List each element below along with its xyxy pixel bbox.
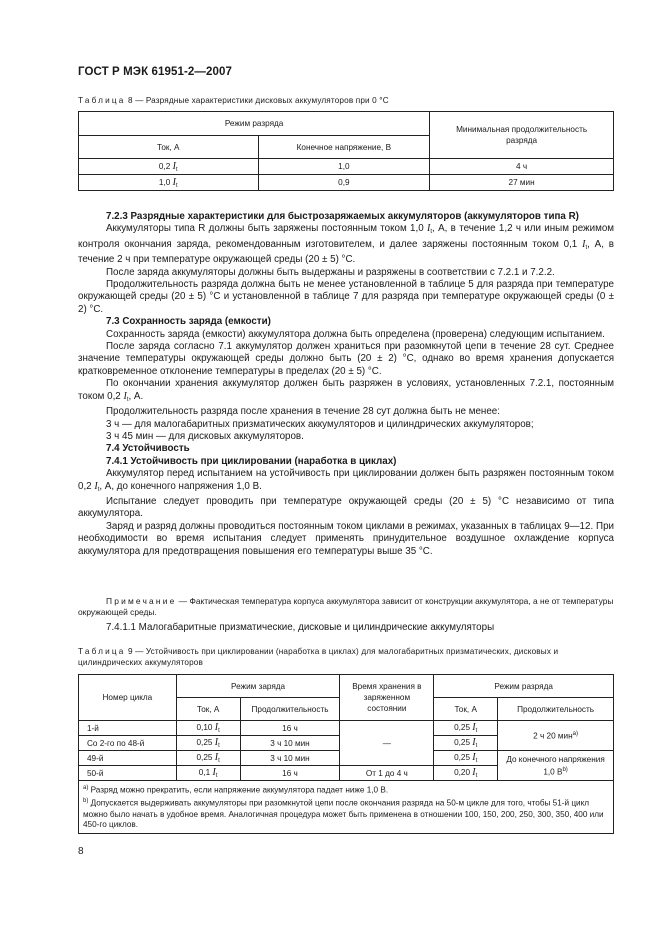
section-7-4-heading: 7.4 Устойчивость — [106, 443, 190, 455]
table9-header-discharge-duration: Продолжительность — [498, 698, 614, 721]
note-label: Примечание — [106, 596, 177, 606]
table9-cell-cycle: 50-й — [79, 766, 177, 781]
table8-cell-current: 0,2 $I_t$ — [79, 159, 259, 175]
footnote-b: $^{b)}$ Допускается выдерживать аккумуляторы при разомкнутой цепи после окончания разряда на 50-м цикле для того, чтобы 51-й цикл можно было начать в удобное время. Аналогичная процедура может быть применена в отношении 100, 150, 200, 250, 300, 350, 400 или 450-го циклов. — [83, 798, 604, 830]
paragraph: Продолжительность разряда должна быть не менее установленной в таблице 5 для разряда при температуре окружающей среды (20 ± 5) °C и установленной в таблице 7 для разряда при температуре окружающей среды (0 ± 2) °C. — [78, 279, 614, 315]
note-text: — Фактическая температура корпуса аккумулятора зависит от конструкции аккумулятора, а не от температуры окружающей среды. — [78, 596, 614, 617]
table9-header-storage: Время хранения в заряженном состоянии — [340, 675, 434, 721]
table9-cell-discharge-current: 0,25 $I_t$ — [434, 736, 498, 751]
paragraph: 3 ч — для малогабаритных призматических аккумуляторов и цилиндрических аккумуляторов; — [106, 418, 534, 430]
table9-header-charge: Режим заряда — [176, 675, 340, 698]
section-7-4-1-heading: 7.4.1 Устойчивость при циклировании (наработка в циклах) — [106, 455, 397, 467]
table-row — [79, 721, 614, 736]
note — [78, 596, 614, 618]
table8-cell-duration: 4 ч — [430, 159, 614, 175]
table9-caption-label: Таблица — [78, 647, 126, 656]
table9-cell-discharge-current: 0,25 $I_t$ — [434, 751, 498, 766]
table9-header-cycle: Номер цикла — [79, 675, 177, 721]
section-7-4-1-1 — [78, 622, 614, 634]
table8-cell-duration: 27 мин — [430, 175, 614, 191]
table8-header-current: Ток, А — [79, 136, 259, 159]
table9-cell-cycle: 1-й — [79, 721, 177, 736]
table9-cell-storage: От 1 до 4 ч — [340, 766, 434, 781]
table-row — [79, 175, 614, 191]
table9-caption — [78, 646, 614, 668]
table9-cell-charge-current: 0,1 $I_t$ — [176, 766, 240, 781]
table9-cell-charge-current: 0,10 $I_t$ — [176, 721, 240, 736]
table8-caption-text: 8 — Разрядные характеристики дисковых аккумуляторов при 0 °C — [125, 96, 389, 105]
paragraph: Сохранность заряда (емкости) аккумулятора должна быть определена (проверена) следующим испытанием. — [106, 328, 605, 340]
table9-header-discharge-current: Ток, А — [434, 698, 498, 721]
table9-cell-charge-duration: 16 ч — [240, 721, 340, 736]
table9-cell-charge-current: 0,25 $I_t$ — [176, 751, 240, 766]
paragraph: Продолжительность разряда после хранения в течение 28 сут должна быть не менее: — [106, 406, 500, 418]
table8-cell-voltage: 0,9 — [258, 175, 430, 191]
table8-header-duration: Минимальная продолжительность разряда — [430, 112, 614, 159]
paragraph: После заряда согласно 7.1 аккумулятор должен храниться при разомкнутой цепи в течение 28 сут. Среднее значение температуры окружающей среды должно быть (20 ± 2) °C, однако во время хранения допускается кратковременное отклонение температуры в пределах (20 ± 5) °C. — [78, 341, 614, 377]
table9-cell-discharge-current: 0,25 $I_t$ — [434, 721, 498, 736]
paragraph: Испытание следует проводить при температуре окружающей среды (20 ± 5) °C независимо от типа аккумулятора. — [78, 495, 614, 520]
table8-cell-voltage: 1,0 — [258, 159, 430, 175]
table9-cell-discharge-current: 0,20 $I_t$ — [434, 766, 498, 781]
section-7-4-1-1-heading: 7.4.1.1 Малогабаритные призматические, дисковые и цилиндрические аккумуляторы — [106, 622, 495, 633]
paragraph: После заряда аккумуляторы должны быть выдержаны и разряжены в соответствии с 7.2.1 и 7.2.2. — [106, 266, 555, 278]
table8 — [78, 111, 614, 191]
table9-cell-discharge-duration: 2 ч 20 мин$^{а)}$ — [498, 721, 614, 751]
section-7-2-3-heading: 7.2.3 Разрядные характеристики для быстрозаряжаемых аккумуляторов (аккумуляторов типа R) — [106, 211, 579, 222]
table9-header-charge-duration: Продолжительность — [240, 698, 340, 721]
table9-header-discharge: Режим разряда — [434, 675, 614, 698]
table-row — [79, 159, 614, 175]
table8-header-mode: Режим разряда — [79, 112, 430, 136]
body-text — [78, 211, 614, 558]
table9-header-charge-current: Ток, А — [176, 698, 240, 721]
document-header: ГОСТ Р МЭК 61951-2—2007 — [78, 66, 232, 78]
table9 — [78, 674, 614, 834]
table9-cell-storage: — — [340, 721, 434, 766]
table9-cell-charge-duration: 16 ч — [240, 766, 340, 781]
table8-cell-current: 1,0 $I_t$ — [79, 175, 259, 191]
table9-caption-text: 9 — Устойчивость при циклировании (наработка в циклах) для малогабаритных призматических, дисковых и цилиндрических аккумуляторов — [78, 647, 559, 667]
table9-cell-charge-duration: 3 ч 10 мин — [240, 736, 340, 751]
table9-footnotes — [79, 781, 614, 834]
table9-cell-discharge-duration: До конечного напряжения 1,0 $В^{b)}$ — [498, 751, 614, 781]
paragraph: Заряд и разряд должны проводиться постоянным током циклами в режимах, указанных в таблицах 9—12. При необходимости во время испытания следует применять принудительное воздушное охлаждение корпуса аккумулятора для предотвращения повышения его температуры выше 35 °C. — [78, 520, 614, 557]
paragraph: Аккумулятор перед испытанием на устойчивость при циклировании должен быть разряжен постоянным током 0,2 $I_t$, А, до конечного напряжения 1,0 В. — [78, 468, 614, 493]
paragraph: Аккумуляторы типа R должны быть заряжены постоянным током 1,0 $I_t$, А, в течение 1,2 ч или иным режимом контроля окончания заряда, рекомендованным изготовителем, и далее заряжены постоянным током 0,1 $I_t$, А, в течение 2 ч при температуре окружающей среды (20 ± 5) °C. — [78, 223, 615, 266]
table9-cell-charge-current: 0,25 $I_t$ — [176, 736, 240, 751]
table8-caption-label: Таблица — [78, 96, 126, 105]
table8-caption — [78, 96, 389, 105]
page-number: 8 — [78, 846, 84, 857]
table8-header-voltage: Конечное напряжение, В — [258, 136, 430, 159]
paragraph: 3 ч 45 мин — для дисковых аккумуляторов. — [106, 430, 304, 442]
section-7-3-heading: 7.3 Сохранность заряда (емкости) — [106, 316, 271, 328]
paragraph: По окончании хранения аккумулятор должен быть разряжен в условиях, установленных 7.2.1, постоянным током 0,2 $I_t$, А. — [78, 378, 614, 403]
footnote-a: $^{а)}$ Разряд можно прекратить, если напряжение аккумулятора падает ниже 1,0 В. — [83, 785, 389, 795]
table9-cell-charge-duration: 3 ч 10 мин — [240, 751, 340, 766]
table9-cell-cycle: 49-й — [79, 751, 177, 766]
table9-cell-cycle: Со 2-го по 48-й — [79, 736, 177, 751]
